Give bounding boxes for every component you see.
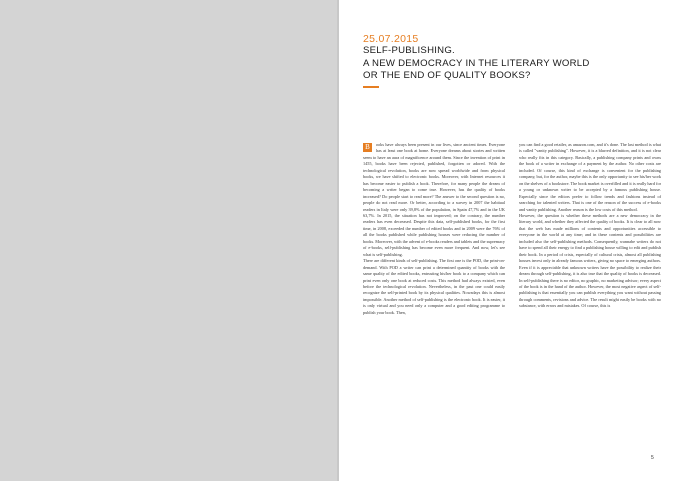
- paragraph: ooks have always been present in our lives, since ancient times. Everyone has at least one book at home. Everyone dreams about stories and written seem to have an aura of magnificence around them. Since the invention of print in 1455, books have been rejected, published, forgotten or adored. With the technological revolution, books are now spread worldwide and from physical books, we have shifted to electronic books. Moreover, with Internet resources it has become easier to publish a book. Therefore, for many people the dream of becoming a writer began to come true. However, has the quality of books increased? Do people start to read more? The answer to the second question is no, people do not read more. Or better, according to a survey in 2007 the habitual readers in Italy were only 39,8% of the population, in Spain 47,7% and in the UK 63,7%. In 2015, the situation has not improved; on the contrary, the number readers has even decreased. Despite this data, self-published books, for the first time, in 2008, exceeded the number of edited books and in 2009 were the 76% of all the books published while publishing houses were reducing the number of books. Moreover, with the advent of e-books readers and tablets and the supremacy of e-books, self-publishing has become even more frequent. And now, let's see what is self-publishing.: [363, 142, 505, 257]
- drop-cap: B: [363, 143, 372, 152]
- paragraph: There are different kinds of self-publishing. The first one is the POD, the print-on-demand. With POD a writer can print a determined quantity of books with the same quality of the edited books, entrusting his/her book to a company which can print even only one book at reduced costs. This method had always existed, even before the technological revolution. Nevertheless, in the past one could easily recognize the self-printed book by its physical qualities. Nowadays this is almost impossible. Another method of self-publishing is the electronic book. It is easier, it is only virtual and you need only a computer and a good editing programme to publish your book. Then,: [363, 258, 505, 315]
- article-column-left: [363, 142, 505, 316]
- title-line: A NEW DEMOCRACY IN THE LITERARY WORLD: [363, 57, 590, 69]
- page-number: 5: [651, 455, 654, 461]
- title-line: SELF-PUBLISHING.: [363, 45, 455, 56]
- article-column-right: [519, 142, 661, 310]
- paragraph: However, the question is whether these methods are a new democracy in the literary world, and whether they affected the quality of books. It is clear to all now that the web has made millions of contents and opportunities accessible to everyone in the world at any time; and in these contents and possibilities are included also the self-publishing methods. Consequently, wannabe writers do not have to spend all their energy to find a publishing house willing to edit and publish their book. In a period of crisis, especially of cultural crisis, almost all publishing houses invest only in already famous writers, giving no space to emerging authors. Even if it is appreciable that unknown writers have the possibility to realize their dream through self-publishing, it is also true that the quality of books is decreased. In self-publishing there is no editor, no graphic, no marketing advisor; every aspect of the book is in the hand of the author. However, the most negative aspect of self-publishing is that essentially you can publish everything you want without passing through comments, revisions and advice. The result might easily be books with no substance, with errors and mistakes. Of course, this is: [519, 212, 661, 309]
- article-title: [363, 45, 663, 83]
- paragraph: you can find a good retailer, as amazon.com, and it's done. The last method is what is called "vanity publishing". However, it is a blurred definition, and it is not clear who really fits in this category. Basically, a publishing company prints and owns the book of a writer in exchange of a payment by the author. No other costs are included. Of course, this kind of exchange is convenient for the publishing company, but, for the author, maybe this is the only opportunity to see his/her work on the shelves of a bookstore. The book market is overfilled and it is really hard for a young or unknown writer to be accepted by a famous publishing house. Especially since the editors prefer to follow trends and fashions instead of searching for talented writers. That is one of the reason of the success of e-books and vanity publishing. Another reason is the low costs of this method.: [519, 142, 661, 212]
- title-line: OR THE END OF QUALITY BOOKS?: [363, 70, 531, 81]
- article-date: 25.07.2015: [363, 33, 419, 45]
- title-accent-rule: [363, 86, 379, 88]
- magazine-page: [339, 0, 680, 481]
